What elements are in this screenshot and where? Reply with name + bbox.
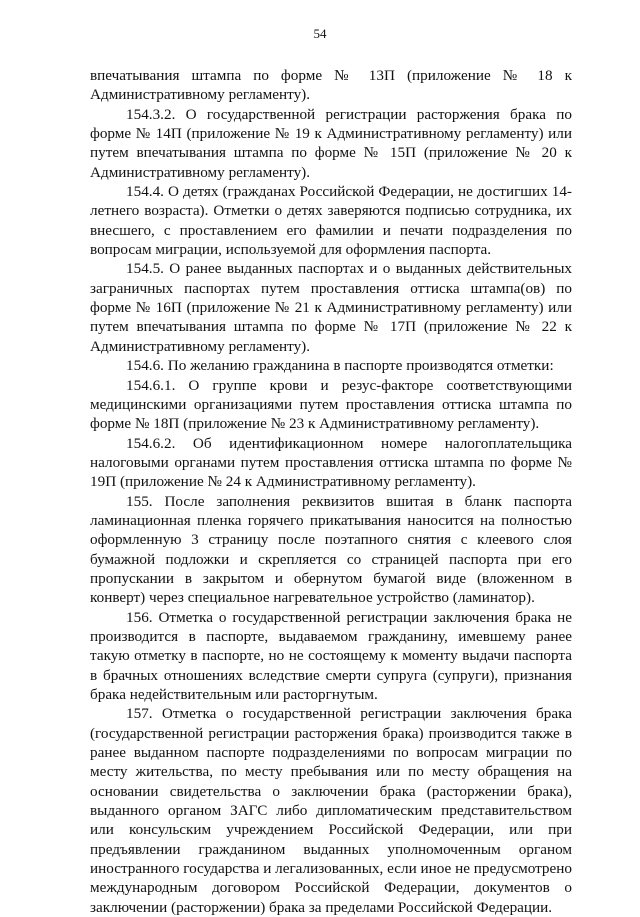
page-number: 54 (313, 26, 327, 41)
document-body (90, 66, 572, 917)
paragraph-154-6-2: 154.6.2. Об идентификационном номере налогоплательщика налоговыми органами путем проставления оттиска штампа по форме № 19П (приложение № 24 к Административному регламенту). (90, 434, 572, 491)
paragraph-154-5: 154.5. О ранее выданных паспортах и о выданных действительных заграничных паспортах путем проставления оттиска штампа(ов) по форме № 16П (приложение № 21 к Административному регламенту) или путем впечатывания штампа по форме № 17П (приложение № 22 к Административному регламенту). (90, 260, 572, 355)
paragraph-155: 155. После заполнения реквизитов вшитая в бланк паспорта ламинационная пленка горячего прикатывания наносится на полностью оформленную 3 страницу после поэтапного снятия с клеевого слоя бумажной подложки и скрепляется со страницей паспорта при его пропускании в закрытом и обернутом бумагой виде (вложенном в конверт) через специальное нагревательное устройство (ламинатор). (90, 492, 572, 607)
paragraph-154-6: 154.6. По желанию гражданина в паспорте производятся отметки: (126, 357, 554, 375)
paragraph-157: 157. Отметка о государственной регистрации заключения брака (государственной регистрации расторжения брака) производится также в ранее выданном паспорте подразделениями по вопросам миграции по месту жительства, по месту пребывания или по месту обращения на основании свидетельства о заключении брака (расторжении брака), выданного органом ЗАГС либо дипломатическим представительством или консульским учреждением Российской Федерации, или при предъявлении гражданином выданных уполномоченным органом иностранного государства и легализованных, если иное не предусмотрено международным договором Российской Федерации, документов о заключении (расторжении) брака за пределами Российской Федерации. (90, 705, 572, 916)
paragraph-continuation-13p: впечатывания штампа по форме № 13П (приложение № 18 к Административному регламенту). (90, 67, 572, 104)
paragraph-154-3-2: 154.3.2. О государственной регистрации расторжения брака по форме № 14П (приложение № 19 к Административному регламенту) или путем впечатывания штампа по форме № 15П (приложение № 20 к Административному регламенту). (90, 105, 572, 181)
paragraph-154-4: 154.4. О детях (гражданах Российской Федерации, не достигших 14-летнего возраста). Отметки о детях заверяются подписью сотрудника, их внесшего, с проставлением его фамилии и печати подразделения по вопросам миграции, используемой для оформления паспорта. (90, 183, 572, 259)
paragraph-154-6-1: 154.6.1. О группе крови и резус-факторе соответствующими медицинскими организациями путем проставления оттиска штампа по форме № 18П (приложение № 23 к Административному регламенту). (90, 376, 572, 433)
paragraph-156: 156. Отметка о государственной регистрации заключения брака не производится в паспорте, выдаваемом гражданину, имевшему ранее такую отметку в паспорте, но не состоящему к моменту выдачи паспорта в брачных отношениях вследствие смерти супруга (супруги), признания брака недействительным или расторгнутым. (90, 608, 572, 703)
